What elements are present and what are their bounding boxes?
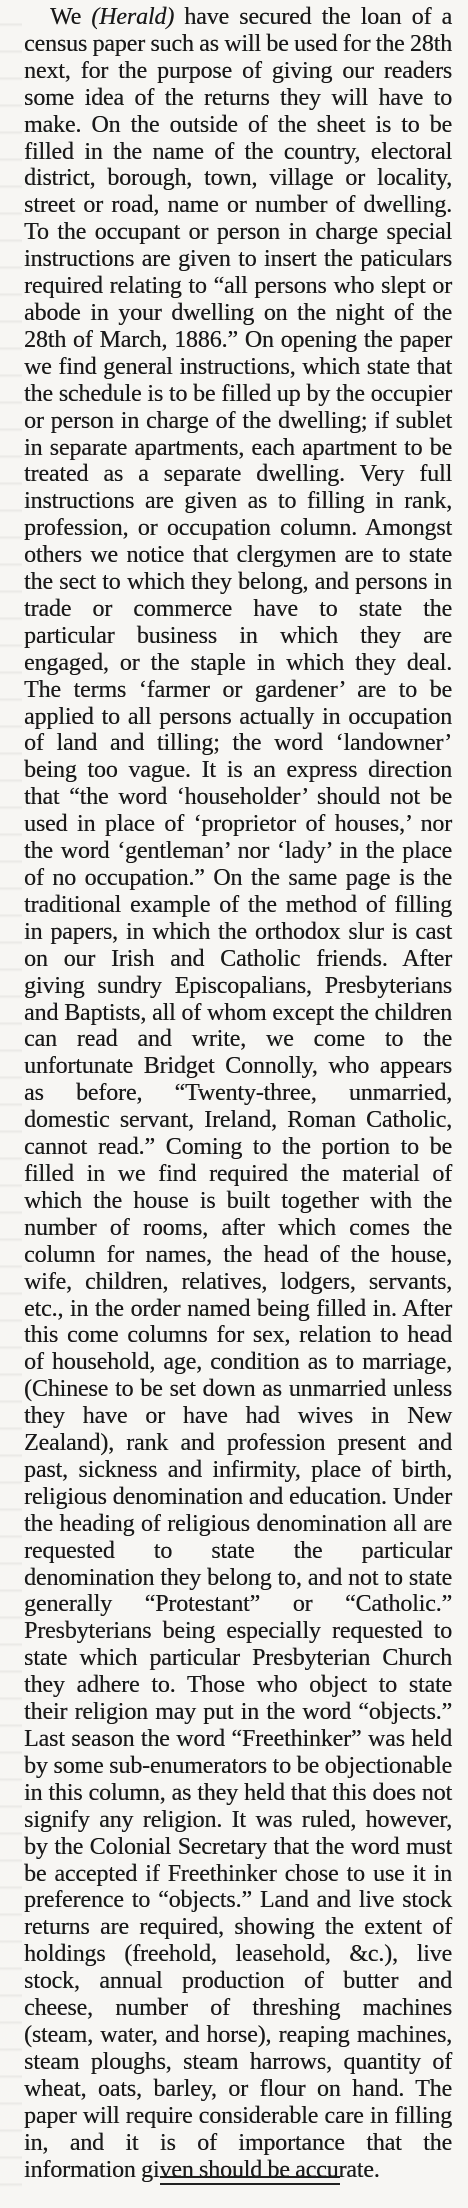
article-paragraph — [24, 4, 452, 2183]
article-column — [24, 4, 452, 2183]
bleed-through-margin — [0, 0, 22, 2208]
article-opening: We — [50, 4, 92, 30]
article-body: have secured the loan of a census paper such as will be used for the 28th next, for the purpose of giving our readers some idea of the returns they will have to make. On the outside of the sheet is to be filled in the name of the country, electoral district, borough, town, village or locality, street or road, name or number of dwelling. To the occupant or person in charge special instructions are given to insert the paticulars required relating to “all persons who slept or abode in your dwelling on the night of the 28th of March, 1886.” On opening the paper we find general instructions, which state that the schedule is to be filled up by the occupier or person in charge of the dwelling; if sublet in separate apartments, each apartment to be treated as a separate dwelling. Very full instructions are given as to filling in rank, profession, or occupation column. Amongst others we notice that clergymen are to state the sect to which they belong, and persons in trade or commerce have to state the particular business in which they are engaged, or the staple in which they deal. The terms ‘farmer or gardener’ are to be applied to all persons actually in occupation of land and tilling; the word ‘landowner’ being too vague. It is an express direction that “the word ‘householder’ should not be used in place of ‘proprietor of houses,’ nor the word ‘gentleman’ nor ‘lady’ in the place of no occupation.” On the same page is the traditional example of the method of filling in papers, in which the orthodox slur is cast on our Irish and Catholic friends. After giving sundry Episcopalians, Presbyterians and Baptists, all of whom except the children can read and write, we come to the unfortunate Bridget Connolly, who appears as before, “Twenty-three, unmarried, domestic servant, Ireland, Roman Catholic, cannot read.” Coming to the portion to be filled in we find required the material of which the house is built together with the number of rooms, after which comes the column for names, the head of the house, wife, children, relatives, lodgers, servants, etc., in the order named being filled in. After this come columns for sex, relation to head of household, age, condition as to marriage, (Chinese to be set down as unmarried unless they have or have had wives in New Zealand), rank and profession present and past, sickness and infirmity, place of birth, religious denomination and education. Under the heading of religious denomination all are requested to state the particular denomination they belong to, and not to state generally “Protestant” or “Catholic.” Presbyterians being especially requested to state which particular Presbyterian Church they adhere to. Those who object to state their religion may put in the word “objects.” Last season the word “Freethinker” was held by some sub-enumerators to be objectionable in this column, as they held that this does not signify any religion. It was ruled, however, by the Colonial Secretary that the word must be accepted if Freethinker chose to use it in preference to “objects.” Land and live stock returns are required, showing the extent of holdings (freehold, leasehold, &c.), live stock, annual production of butter and cheese, number of threshing machines (steam, water, and horse), reaping machines, steam ploughs, steam harrows, quantity of wheat, oats, barley, or flour on hand. The paper will require considerable care in filling in, and it is of importance that the information given should be accurate. — [24, 4, 452, 2183]
closing-rule — [160, 2176, 340, 2185]
paper-name: (Herald) — [91, 4, 175, 30]
